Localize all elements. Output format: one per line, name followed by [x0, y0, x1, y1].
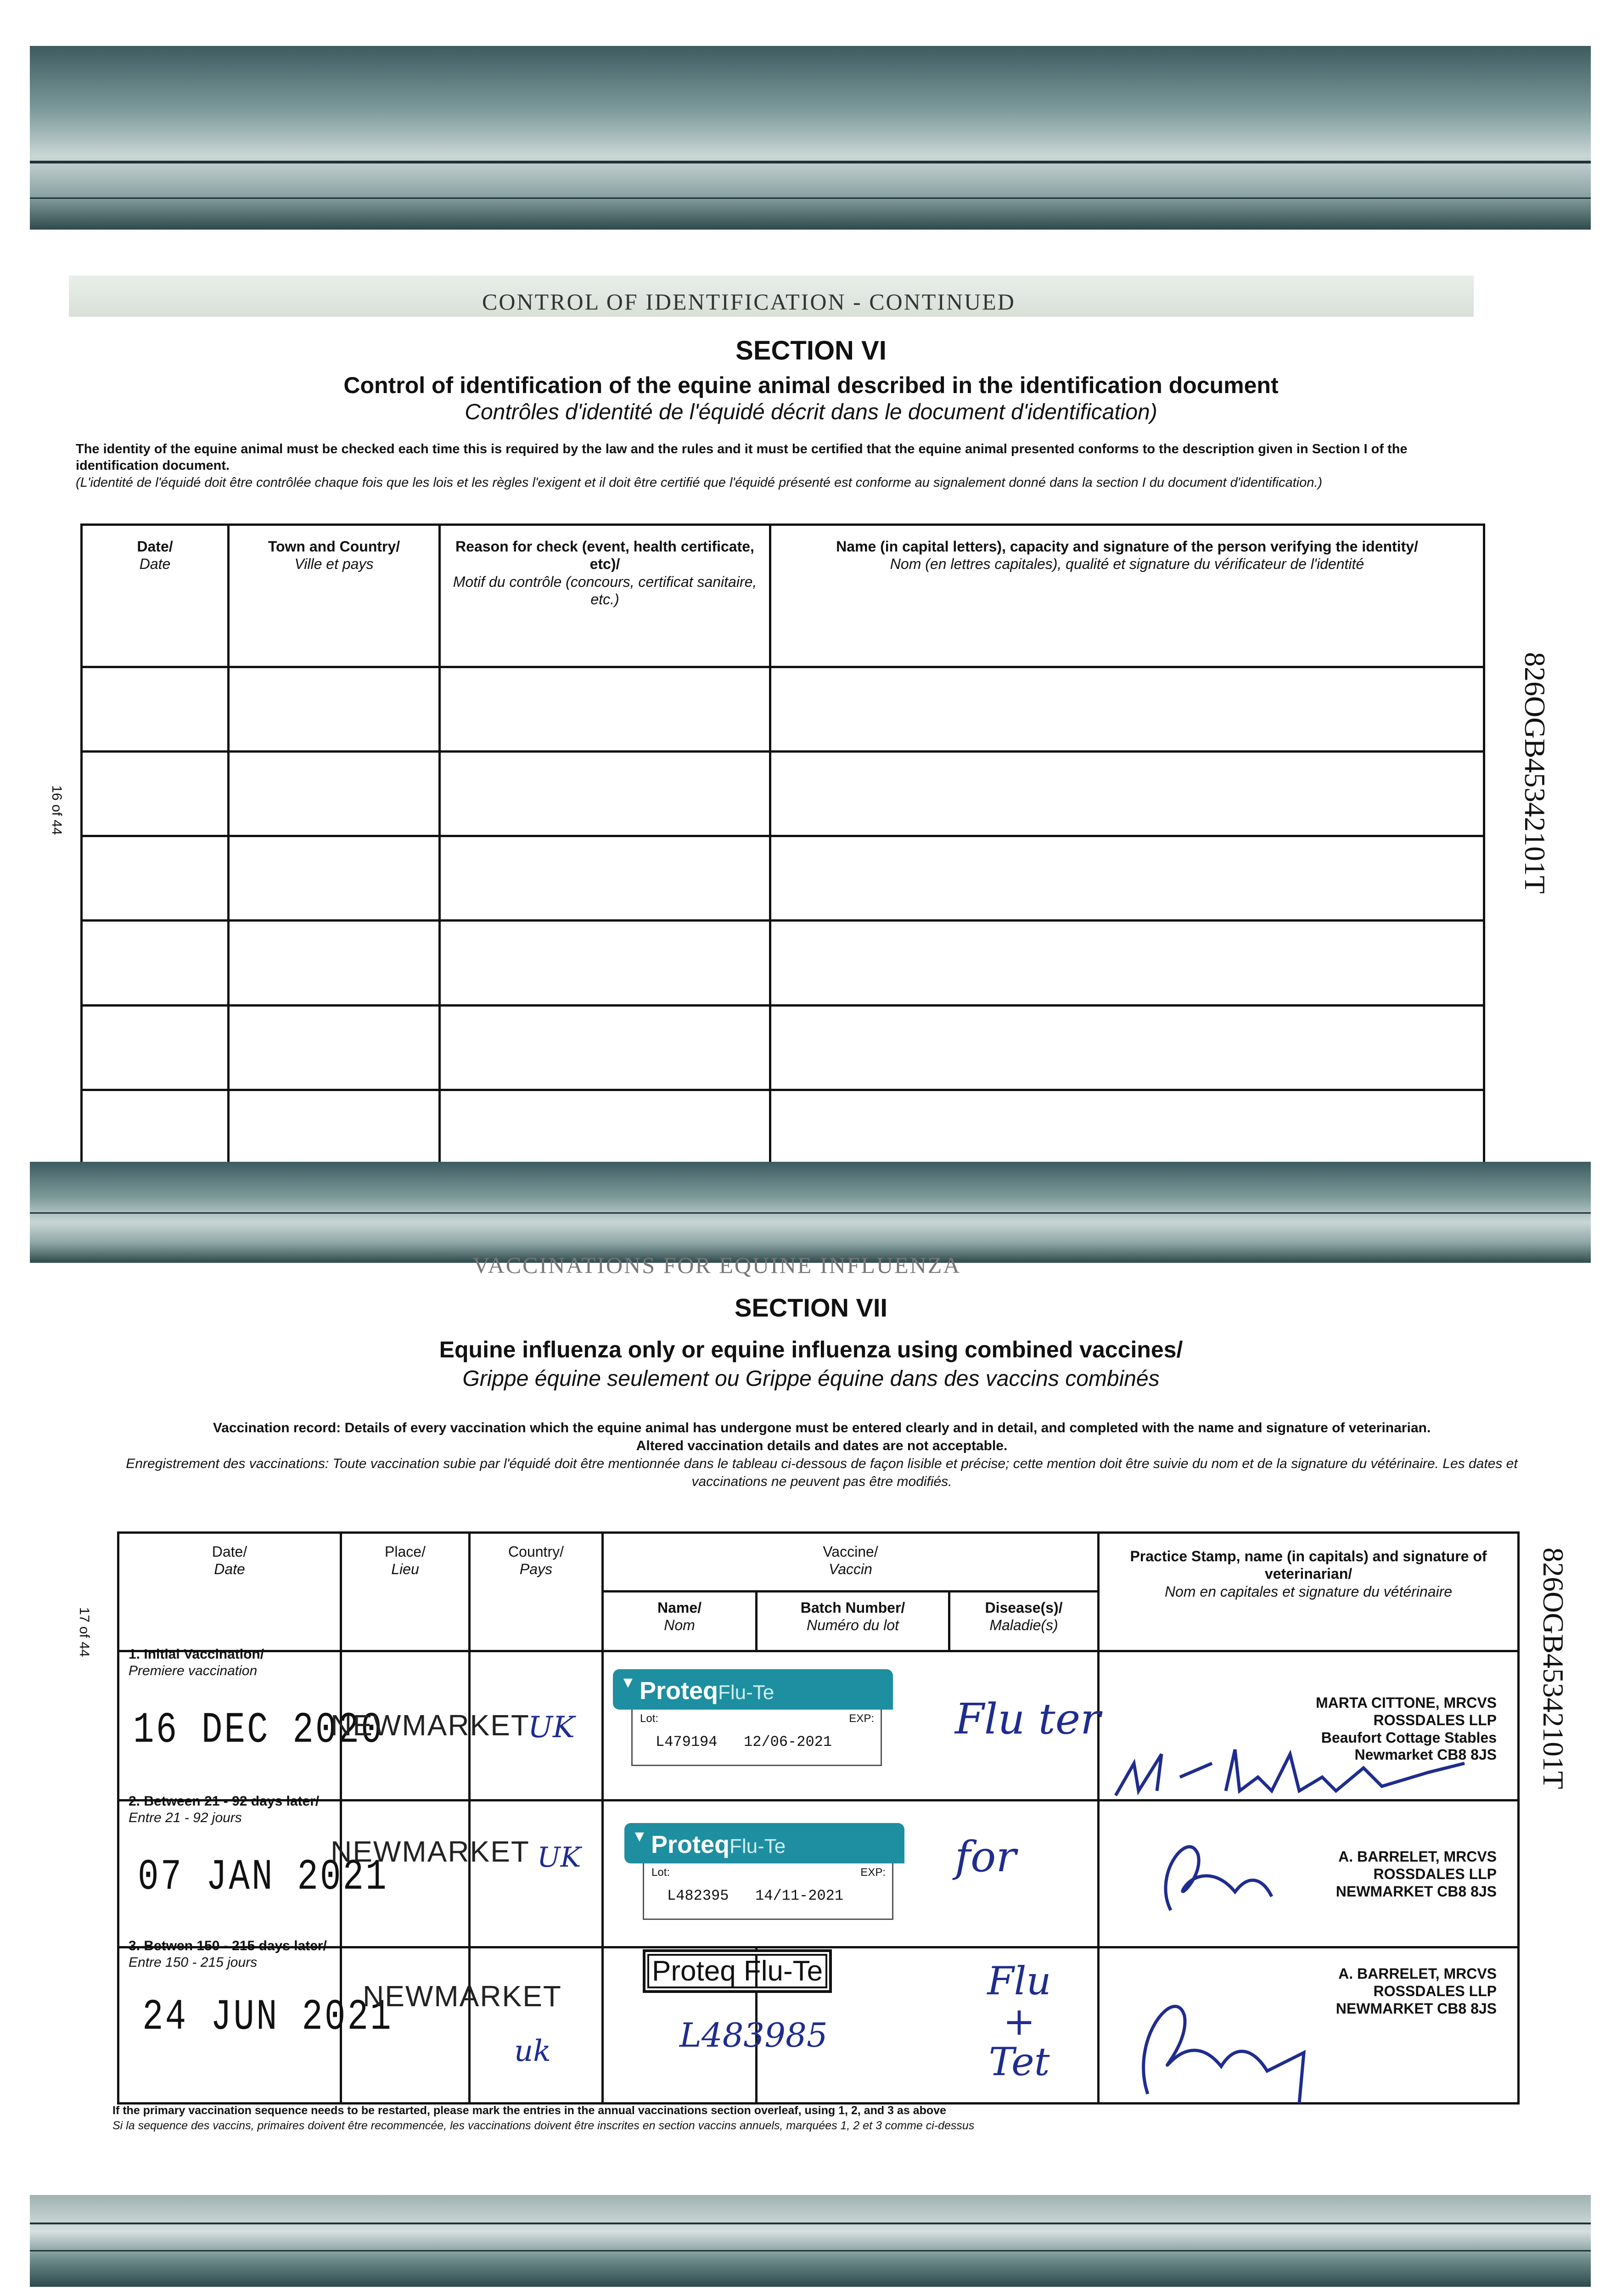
section6-subtitle-en: Control of identification of the equine animal described in the identification document [343, 372, 1279, 398]
row2-lot-label: Lot: [651, 1866, 670, 1879]
row2-place: NEWMARKET [331, 1835, 530, 1868]
row2-vaccine-label [624, 1823, 904, 1924]
row2-country: UK [537, 1841, 581, 1874]
row3-practice-stamp: A. BARRELET, MRCVS ROSSDALES LLP NEWMARKET CB8 8JS [1336, 1965, 1497, 2017]
footnote-en: If the primary vaccination sequence needs to be restarted, please mark the entries in the annual vaccinations section overleaf, using 1, 2, and 3 as above [112, 2104, 946, 2117]
banner-mid-title: VACCINATIONS FOR EQUINE INFLUENZA [473, 1252, 961, 1278]
record-note-en-1: Vaccination record: Details of every vaccination which the equine animal has undergone must be entered clearly and in detail, and completed with the name and signature of veterinarian. [213, 1420, 1431, 1435]
row2-exp-label: EXP: [860, 1866, 886, 1879]
row2-date: 07 JAN 2021 [138, 1852, 388, 1902]
row1-label: 1. Initial Vaccination/ Premiere vaccination [129, 1647, 264, 1678]
table-row [82, 1005, 1484, 1090]
col-verifier: Name (in capital letters), capacity and signature of the person verifying the identity/ Nom (en lettres capitales), qualité et signature du vérificateur de l'identité [770, 525, 1484, 667]
footnote-fr: Si la sequence des vaccins, primaires doivent être recommencée, les vaccinations doivent être inscrites en section vaccins annuels, marquées 1, 2 et 3 comme ci-dessus [112, 2119, 975, 2132]
row1-lot-label: Lot: [640, 1712, 659, 1725]
vcol-date: Date/ Date [118, 1533, 341, 1651]
section-banner-mid [69, 1249, 1474, 1281]
table-header-row [82, 525, 1484, 667]
row3-label: 3. Betwen 150 - 215 days later/ Entre 150 - 215 jours [129, 1938, 327, 1970]
row3-country: uk [514, 2034, 551, 2068]
col-town-country: Town and Country/ Ville et pays [229, 525, 440, 667]
row1-vaccine-label [613, 1669, 893, 1770]
section6-title: SECTION VI [735, 336, 887, 366]
info-icon: ▼ [620, 1674, 636, 1691]
row1-place: NEWMARKET [331, 1709, 530, 1742]
row1-vet-signature [1106, 1736, 1497, 1805]
vcol-practice-stamp: Practice Stamp, name (in capitals) and signature of veterinarian/ Nom en capitales et signature du vétérinaire [1099, 1533, 1519, 1651]
row3-lot-handwritten: L483985 [679, 2016, 828, 2054]
page-number-16: 16 of 44 [49, 785, 64, 835]
row1-date: 16 DEC 2020 [133, 1705, 384, 1755]
section6-intro-en: The identity of the equine animal must be checked each time this is required by the law and the rules and it must be certified that the equine animal presented conforms to the description given in Section I of the identification document. [76, 442, 1408, 473]
row2-lot: L482395 [667, 1887, 729, 1904]
vacc-header-row-1 [118, 1533, 1519, 1592]
section7-title: SECTION VII [735, 1293, 887, 1322]
row1-practice-stamp: MARTA CITTONE, MRCVS ROSSDALES LLP Beaufort Cottage Stables Newmarket CB8 8JS [1315, 1694, 1497, 1763]
table-row [82, 752, 1484, 836]
row3-vaccine-stamp: Proteq Flu-Te [643, 1949, 832, 1993]
row2-label: 2. Between 21 - 92 days later/ Entre 21 - 92 jours [129, 1794, 320, 1825]
vcol-batch: Batch Number/ Numéro du lot [757, 1591, 949, 1651]
row1-disease: Flu ter [955, 1694, 1101, 1744]
vcol-vaccine: Vaccine/ Vaccin [603, 1533, 1099, 1592]
row2-vaccine-sub: Flu-Te [730, 1835, 786, 1857]
row2-exp: 14/11-2021 [755, 1887, 844, 1904]
row1-exp: 12/06-2021 [744, 1733, 832, 1750]
record-note-en-2: Altered vaccination details and dates are not acceptable. [636, 1438, 1008, 1453]
info-icon: ▼ [632, 1828, 647, 1845]
row1-exp-label: EXP: [849, 1712, 874, 1725]
row2-practice-stamp: A. BARRELET, MRCVS ROSSDALES LLP NEWMARKET CB8 8JS [1336, 1848, 1497, 1900]
vcol-place: Place/ Lieu [341, 1533, 470, 1651]
table-row [82, 667, 1484, 752]
col-date: Date/ Date [82, 525, 229, 667]
row2-vaccine-brand: Proteq [651, 1831, 730, 1858]
row1-lot: L479194 [656, 1733, 718, 1750]
row1-vaccine-sub: Flu-Te [718, 1681, 775, 1704]
section6-subtitle-fr: Contrôles d'identité de l'équidé décrit dans le document d'identification) [465, 400, 1157, 424]
section-banner-top [69, 276, 1474, 317]
section6-intro [76, 441, 1462, 491]
doc-number-lower: 826OGB45342101T [1537, 1548, 1570, 1790]
section7-subtitle-en: Equine influenza only or equine influenza using combined vaccines/ [439, 1337, 1183, 1362]
vcol-disease: Disease(s)/ Maladie(s) [949, 1591, 1099, 1651]
scan-band-bottom [30, 2195, 1591, 2287]
section7-subtitle-fr: Grippe équine seulement ou Grippe équine dans des vaccins combinés [462, 1367, 1160, 1391]
scan-band-top [30, 46, 1591, 230]
section6-intro-fr: (L'identité de l'équidé doit être contrôlée chaque fois que les lois et les règles l'exigent et il doit être certifié que l'équidé présenté est conforme au signalement donné dans la section I du document d'identification.) [76, 475, 1323, 490]
col-reason: Reason for check (event, health certificate, etc)/ Motif du contrôle (concours, certificat sanitaire, etc.) [440, 525, 770, 667]
row3-place: NEWMARKET [363, 1980, 562, 2013]
identification-check-table [80, 523, 1485, 1176]
table-row [82, 836, 1484, 921]
vcol-country: Country/ Pays [470, 1533, 603, 1651]
section7-footnote [112, 2103, 1490, 2133]
row2-disease: for [955, 1832, 1016, 1881]
banner-title: CONTROL OF IDENTIFICATION - CONTINUED [482, 289, 1016, 315]
table-row [82, 921, 1484, 1005]
row1-vaccine-brand: Proteq [640, 1677, 718, 1705]
row3-date: 24 JUN 2021 [142, 1992, 393, 2042]
scan-band-mid [30, 1162, 1591, 1263]
row3-disease: Flu + Tet [987, 1958, 1051, 2085]
record-note-fr: Enregistrement des vaccinations: Toute vaccination subie par l'équidé doit être mentionnée dans le tableau ci-dessous de façon lisible et précise; cette mention doit être suivie du nom et de la signature du vétérinaire. Les dates et vaccinations ne peuvent pas être modifiés. [126, 1456, 1518, 1489]
vaccination-record-note [119, 1419, 1524, 1491]
vcol-name: Name/ Nom [603, 1591, 757, 1651]
doc-number-upper: 826OGB45342101T [1519, 652, 1551, 894]
row1-country: UK [528, 1711, 575, 1745]
page-number-17: 17 of 44 [77, 1607, 92, 1657]
